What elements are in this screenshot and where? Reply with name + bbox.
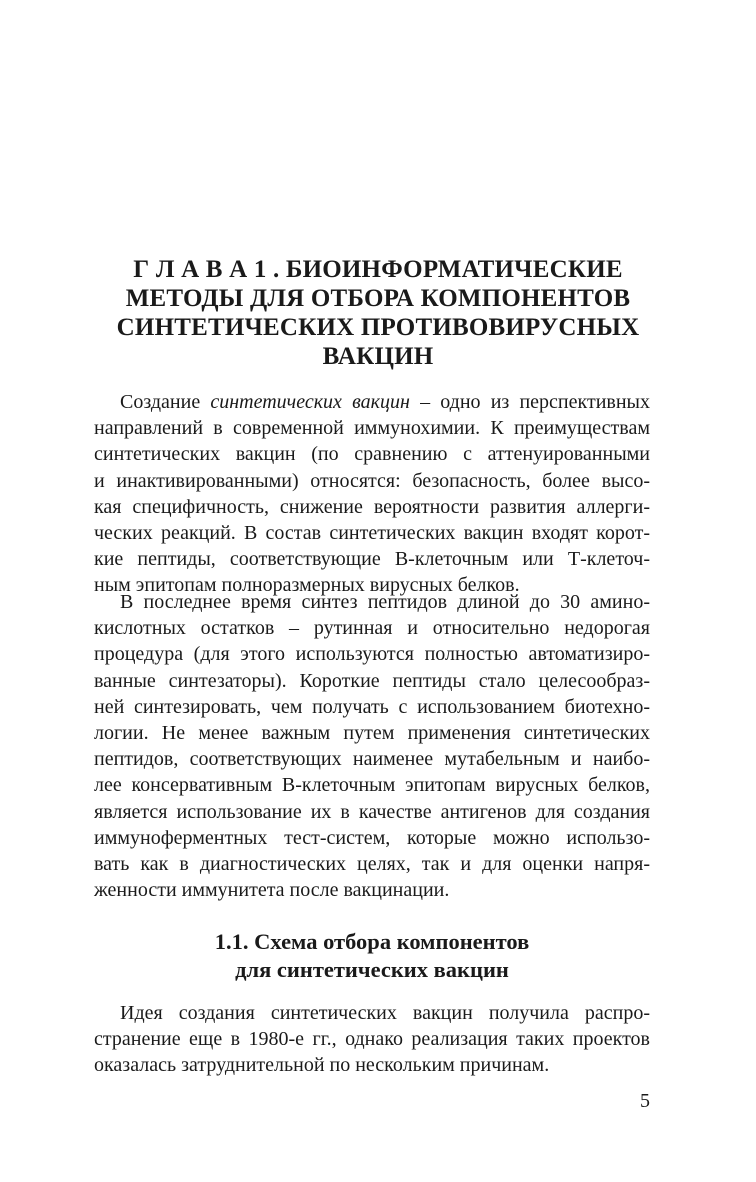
intro-emphasis: синтетических вакцин — [210, 391, 410, 413]
paragraph-two — [94, 589, 650, 903]
paragraph-line: направлений в современной иммунохимии. К преимуществам — [94, 417, 650, 440]
paragraph-line: Идея создания синтетических вакцин получила распро- — [120, 1002, 650, 1024]
section-title-line: для синтетических вакцин — [235, 957, 509, 982]
paragraph-line: кая специфичность, снижение вероятности развития аллерги- — [94, 495, 650, 518]
intro-text-prefix: Создание — [120, 391, 211, 413]
paragraph-line: лее консервативным В-клеточным эпитопам вирусных белков, — [94, 774, 650, 797]
intro-text-suffix: – одно из перспективных — [409, 391, 650, 413]
paragraph-line: кие пептиды, соответствующие В-клеточным или Т-клеточ- — [94, 548, 650, 571]
page-number: 5 — [640, 1090, 650, 1112]
paragraph-line: логии. Не менее важным путем применения синтетических — [94, 722, 650, 745]
chapter-title-line: Г Л А В А 1 . БИОИНФОРМАТИЧЕСКИЕ — [133, 256, 623, 283]
chapter-title-line: МЕТОДЫ ДЛЯ ОТБОРА КОМПОНЕНТОВ — [125, 285, 631, 312]
section-title-line: 1.1. Схема отбора компонентов — [214, 929, 530, 954]
paragraph-three — [94, 1000, 650, 1079]
paragraph-line: иммуноферментных тест-систем, которые можно использо- — [94, 826, 650, 849]
intro-paragraph — [94, 389, 650, 599]
paragraph-line: процедура (для этого используются полностью автоматизиро- — [94, 643, 650, 666]
paragraph-line: вать как в диагностических целях, так и для оценки напря- — [94, 853, 650, 876]
chapter-title — [90, 255, 666, 371]
paragraph-line: оказалась затруднительной по нескольким причинам. — [94, 1054, 550, 1077]
paragraph-line: В последнее время синтез пептидов длиной до 30 амино- — [120, 591, 650, 613]
paragraph-line: женности иммунитета после вакцинации. — [94, 879, 450, 902]
paragraph-line: синтетических вакцин (по сравнению с аттенуированными — [94, 443, 650, 466]
chapter-title-line: ВАКЦИН — [322, 343, 434, 370]
paragraph-line: ческих реакций. В состав синтетических вакцин входят корот- — [94, 522, 650, 545]
paragraph-line — [94, 389, 650, 415]
section-title — [94, 928, 650, 984]
paragraph-line: ным эпитопам полноразмерных вирусных белков. — [94, 574, 520, 597]
paragraph-line: странение еще в 1980-е гг., однако реализация таких проектов — [94, 1028, 650, 1051]
paragraph-line: и инактивированными) относятся: безопасность, более высо- — [94, 469, 650, 492]
paragraph-line: пептидов, соответствующих наименее мутабельным и наибо- — [94, 748, 650, 771]
paragraph-line: ней синтезировать, чем получать с использованием биотехно- — [94, 695, 650, 718]
paragraph-line: кислотных остатков – рутинная и относительно недорогая — [94, 617, 650, 640]
chapter-title-line: СИНТЕТИЧЕСКИХ ПРОТИВОВИРУСНЫХ — [116, 314, 640, 341]
paragraph-line: ванные синтезаторы). Короткие пептиды стало целесообраз- — [94, 669, 650, 692]
paragraph-line: является использование их в качестве антигенов для создания — [94, 800, 650, 823]
